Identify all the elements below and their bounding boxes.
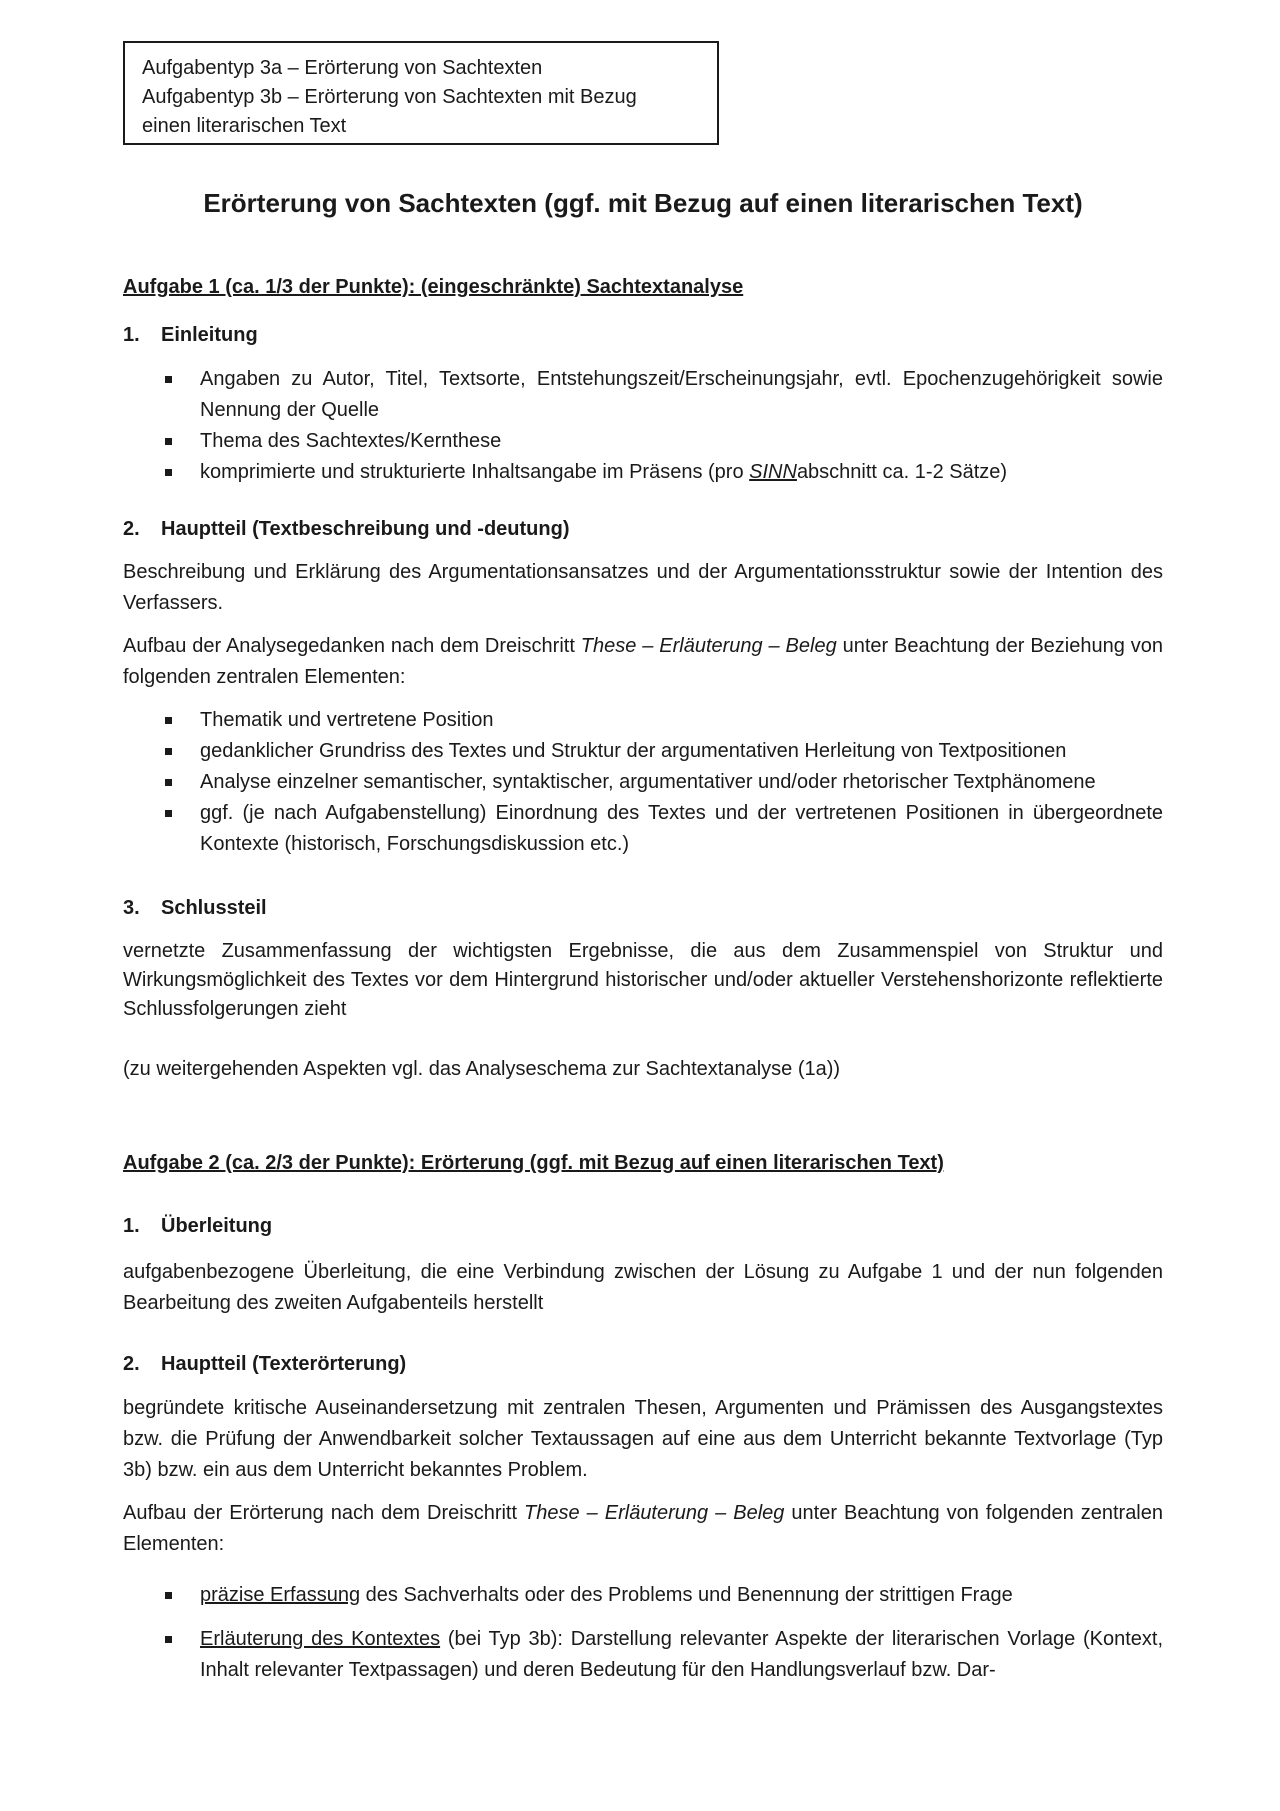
section-number: 2. <box>123 518 140 540</box>
list-item <box>200 767 1163 798</box>
section-title: Einleitung <box>161 324 258 346</box>
section-title: Schlussteil <box>161 897 267 919</box>
paragraph-text: unter Beachtung der Beziehung von folgenden zentralen Elementen: <box>123 635 1163 688</box>
paragraph-text: Aufbau der Analysegedanken nach dem Dreischritt <box>123 635 581 657</box>
list-item-text: gedanklicher Grundriss des Textes und Struktur der argumentativen Herleitung von Textpositionen <box>200 740 1067 762</box>
list-item <box>200 736 1163 767</box>
task1-heading: Aufgabe 1 (ca. 1/3 der Punkte): (eingeschränkte) Sachtextanalyse <box>123 276 744 298</box>
paragraph <box>123 631 1163 693</box>
task2-section2-heading <box>123 1349 1163 1380</box>
section-number: 3. <box>123 897 140 919</box>
section-number: 1. <box>123 324 140 346</box>
emphasis-text: SINN <box>749 461 797 483</box>
list-item <box>200 426 1163 457</box>
paragraph: Beschreibung und Erklärung des Argumentationsansatzes und der Argumentationsstruktur sowie der Intention des Verfassers. <box>123 561 1163 614</box>
section-title: Hauptteil (Textbeschreibung und -deutung) <box>161 518 570 540</box>
task2-heading: Aufgabe 2 (ca. 2/3 der Punkte): Erörterung (ggf. mit Bezug auf einen literarischen Text) <box>123 1152 944 1174</box>
task1-section2-list <box>123 705 1163 860</box>
task1-section1-heading <box>123 320 1163 351</box>
list-item <box>200 1624 1163 1686</box>
note-paragraph: (zu weitergehenden Aspekten vgl. das Analyseschema zur Sachtextanalyse (1a)) <box>123 1058 841 1080</box>
underlined-term: präzise Erfassung <box>200 1584 361 1606</box>
list-item-text: des Sachverhalts oder des Problems und Benennung der strittigen Frage <box>360 1584 1013 1606</box>
paragraph <box>123 1498 1163 1560</box>
task2-section2-list <box>123 1580 1163 1686</box>
section-title: Überleitung <box>161 1215 273 1237</box>
list-item-text: ggf. (je nach Aufgabenstellung) Einordnung des Textes und der vertretenen Positionen in übergeordnete Kontexte (historisch, Forschungsdiskussion etc.) <box>200 802 1163 855</box>
task-type-line: Aufgabentyp 3b – Erörterung von Sachtexten mit Bezug <box>142 86 637 108</box>
list-item <box>200 798 1163 860</box>
list-item-text: komprimierte und strukturierte Inhaltsangabe im Präsens (pro <box>200 461 750 483</box>
paragraph: begründete kritische Auseinandersetzung mit zentralen Thesen, Argumenten und Prämissen des Ausgangstextes bzw. die Prüfung der Anwendbarkeit solcher Textaussagen auf eine aus dem Unterricht bekannte Textvorlage (Typ 3b) bzw. ein aus dem Unterricht bekanntes Problem. <box>123 1397 1163 1481</box>
list-item-text: (bei Typ 3b): Darstellung relevanter Aspekte der literarischen Vorlage (Kontext, Inhalt relevanter Textpassagen) und deren Bedeutung für den Handlungsverlauf bzw. Dar- <box>200 1628 1164 1681</box>
task-type-line: einen literarischen Text <box>142 115 347 137</box>
list-item-text: Analyse einzelner semantischer, syntaktischer, argumentativer und/oder rhetorischer Textphänomene <box>200 771 1096 793</box>
emphasis-text: These – Erläuterung – Beleg <box>524 1502 785 1524</box>
task-type-line: Aufgabentyp 3a – Erörterung von Sachtexten <box>142 57 543 79</box>
task1-section2-heading <box>123 514 1163 545</box>
paragraph-text: Aufbau der Erörterung nach dem Dreischritt <box>123 1502 525 1524</box>
section-title: Hauptteil (Texterörterung) <box>161 1353 407 1375</box>
task-type-box <box>123 41 719 145</box>
emphasis-text: These – Erläuterung – Beleg <box>580 635 837 657</box>
list-item <box>200 457 1163 488</box>
task1-section1-list <box>123 364 1163 488</box>
list-item-text: Thematik und vertretene Position <box>200 709 494 731</box>
list-item <box>200 364 1163 426</box>
task1-section3-heading <box>123 893 1163 924</box>
paragraph: vernetzte Zusammenfassung der wichtigsten Ergebnisse, die aus dem Zusammenspiel von Struktur und Wirkungsmöglichkeit des Textes vor dem Hintergrund historischer und/oder aktueller Verstehenshorizonte reflektierte Schlussfolgerungen zieht <box>123 940 1163 1020</box>
document-body <box>123 272 1163 1686</box>
underlined-term: Erläuterung des Kontextes <box>200 1628 441 1650</box>
page-title: Erörterung von Sachtexten (ggf. mit Bezug auf einen literarischen Text) <box>203 188 1083 218</box>
paragraph-text: unter Beachtung von folgenden zentralen Elementen: <box>123 1502 1164 1555</box>
section-number: 2. <box>123 1353 140 1375</box>
list-item-text: Thema des Sachtextes/Kernthese <box>200 430 502 452</box>
task2-section1-heading <box>123 1211 1163 1242</box>
list-item <box>200 705 1163 736</box>
list-item-text: abschnitt ca. 1-2 Sätze) <box>796 461 1008 483</box>
paragraph: aufgabenbezogene Überleitung, die eine Verbindung zwischen der Lösung zu Aufgabe 1 und der nun folgenden Bearbeitung des zweiten Aufgabenteils herstellt <box>123 1261 1163 1314</box>
list-item <box>200 1580 1163 1611</box>
list-item-text: Angaben zu Autor, Titel, Textsorte, Entstehungszeit/Erscheinungsjahr, evtl. Epochenzugehörigkeit sowie Nennung der Quelle <box>200 368 1163 421</box>
section-number: 1. <box>123 1215 140 1237</box>
